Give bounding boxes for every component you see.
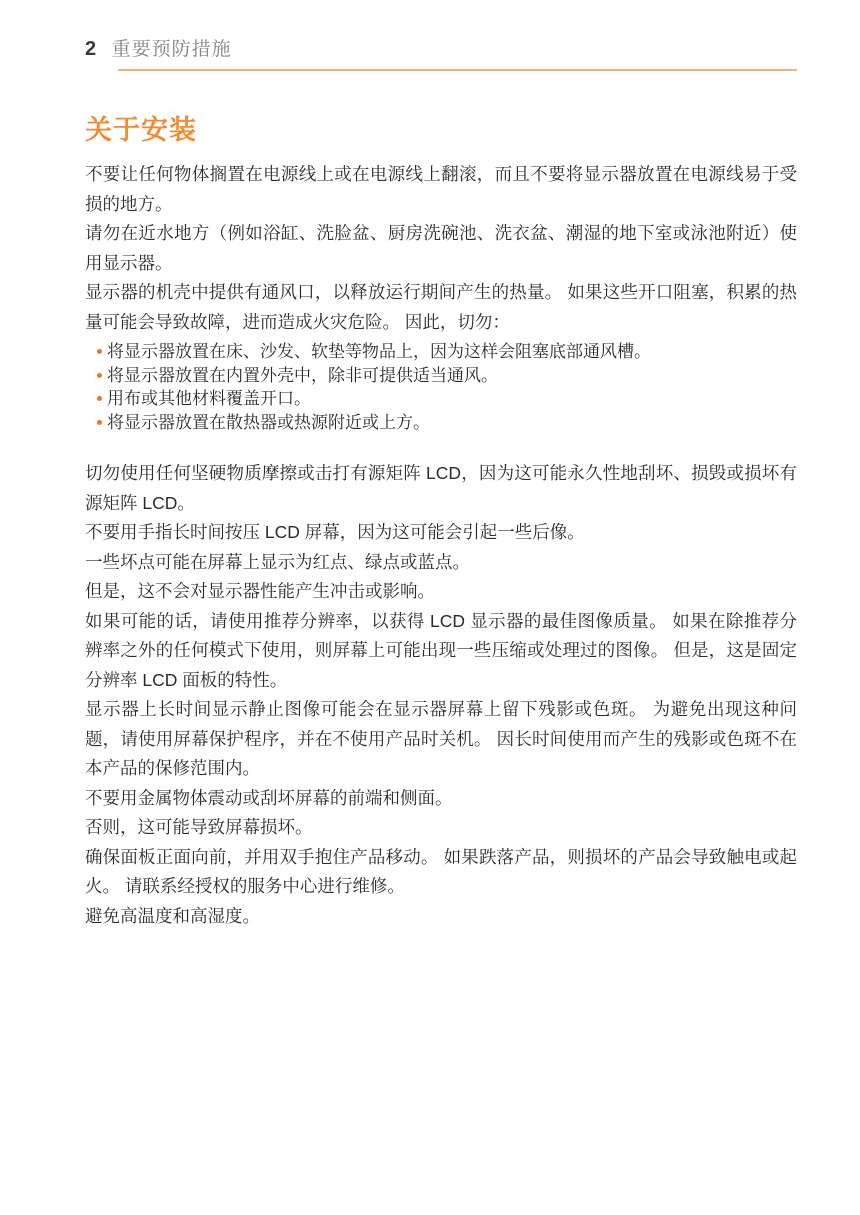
precaution-list [85,340,797,434]
section-body [85,160,797,931]
paragraph: 不要让任何物体搁置在电源线上或在电源线上翻滚，而且不要将显示器放置在电源线易于受损的地方。 [85,164,797,214]
header-rule-divider [118,69,797,71]
bullet-icon [97,420,102,425]
list-item-text: 将显示器放置在床、沙发、软垫等物品上，因为这样会阻塞底部通风槽。 [107,342,651,361]
list-item [85,364,797,388]
paragraph: 请勿在近水地方（例如浴缸、洗脸盆、厨房洗碗池、洗衣盆、潮湿的地下室或泳池附近）使用显示器。 [85,223,797,273]
list-item-text: 将显示器放置在内置外壳中，除非可提供适当通风。 [107,365,498,385]
paragraph: 如果可能的话，请使用推荐分辨率，以获得 LCD 显示器的最佳图像质量。 如果在除推荐分辨率之外的任何模式下使用，则屏幕上可能出现一些压缩或处理过的图像。 但是，这是固定分辨率 LCD 面板的特性。 [85,610,797,690]
paragraph: 不要用金属物体震动或刮坏屏幕的前端和侧面。 [85,787,453,808]
bullet-icon [97,373,102,378]
list-item [85,340,797,364]
chapter-title: 重要预防措施 [111,39,232,60]
paragraph: 显示器的机壳中提供有通风口，以释放运行期间产生的热量。 如果这些开口阻塞，积累的热量可能会导致故障，进而造成火灾危险。 因此，切勿： [85,282,797,332]
paragraph: 避免高温度和高湿度。 [85,905,260,926]
paragraph: 一些坏点可能在屏幕上显示为红点、绿点或蓝点。 [85,551,470,572]
list-item [85,411,797,435]
paragraph: 切勿使用任何坚硬物质摩擦或击打有源矩阵 LCD，因为这可能永久性地刮坏、损毁或损坏有源矩阵 LCD。 [85,463,797,513]
page-number: 2 [85,38,97,60]
list-item [85,387,797,411]
list-item-text: 将显示器放置在散热器或热源附近或上方。 [107,412,430,432]
header-row [85,34,797,61]
paragraph: 但是，这不会对显示器性能产生冲击或影响。 [85,581,435,601]
paragraph: 确保面板正面向前，并用双手抱住产品移动。 如果跌落产品，则损坏的产品会导致触电或起火。 请联系经授权的服务中心进行维修。 [85,846,797,896]
paragraph: 不要用手指长时间按压 LCD 屏幕，因为这可能会引起一些后像。 [85,522,585,542]
bullet-icon [97,349,102,354]
paragraph: 否则，这可能导致屏幕损坏。 [85,817,313,837]
page-header [85,34,797,71]
paragraph: 显示器上长时间显示静止图像可能会在显示器屏幕上留下残影或色斑。 为避免出现这种问题，请使用屏幕保护程序，并在不使用产品时关机。 因长时间使用而产生的残影或色斑不在本产品的保修范围内。 [85,699,797,778]
list-item-text: 用布或其他材料覆盖开口。 [107,389,311,408]
section-title: 关于安装 [85,115,197,145]
bullet-icon [97,396,102,401]
